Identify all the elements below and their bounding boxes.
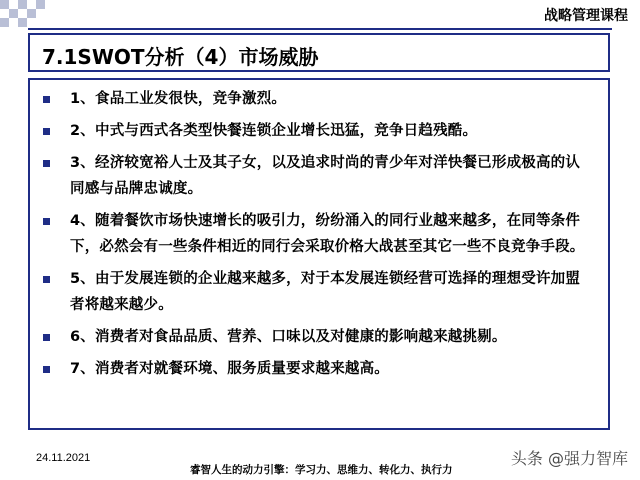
bullet-text: 3、经济较宽裕人士及其子女，以及追求时尚的青少年对洋快餐已形成极高的认同感与品牌忠诚度。 [70, 155, 581, 197]
bullet-text: 1、食品工业发很快，竞争激烈。 [70, 91, 287, 107]
slide-title-box [28, 33, 610, 72]
bullet-marker-icon [43, 160, 50, 167]
corner-decoration [0, 0, 60, 30]
bullet-text: 2、中式与西式各类型快餐连锁企业增长迅猛，竞争日趋残酷。 [70, 123, 478, 139]
bullet-item [30, 150, 608, 202]
bullet-marker-icon [43, 334, 50, 341]
bullet-text: 7、消费者对就餐环境、服务质量要求越来越高。 [70, 361, 389, 377]
content-box [28, 78, 610, 430]
bullet-item [30, 118, 608, 144]
bullet-marker-icon [43, 218, 50, 225]
bullet-marker-icon [43, 276, 50, 283]
footer-motto: 睿智人生的动力引擎：学习力、思维力、转化力、执行力 [190, 464, 453, 476]
bullet-item [30, 356, 608, 382]
watermark: 头条 @强力智库 [510, 449, 628, 468]
course-title: 战略管理课程 [544, 8, 628, 24]
bullet-list [30, 86, 608, 382]
bullet-item [30, 86, 608, 112]
bullet-item [30, 266, 608, 318]
bullet-text: 6、消费者对食品品质、营养、口味以及对健康的影响越来越挑剔。 [70, 329, 507, 345]
bullet-item [30, 208, 608, 260]
bullet-text: 4、随着餐饮市场快速增长的吸引力，纷纷涌入的同行业越来越多，在同等条件下，必然会有一些条件相近的同行会采取价格大战甚至其它一些不良竞争手段。 [70, 213, 585, 255]
bullet-item [30, 324, 608, 350]
bullet-text: 5、由于发展连锁的企业越来越多，对于本发展连锁经营可选择的理想受许加盟者将越来越少。 [70, 271, 581, 313]
bullet-marker-icon [43, 128, 50, 135]
footer-date: 24.11.2021 [36, 452, 91, 464]
slide-title: 7.1SWOT分析（4）市场威胁 [42, 45, 319, 69]
header-divider [28, 28, 612, 30]
bullet-marker-icon [43, 96, 50, 103]
bullet-marker-icon [43, 366, 50, 373]
